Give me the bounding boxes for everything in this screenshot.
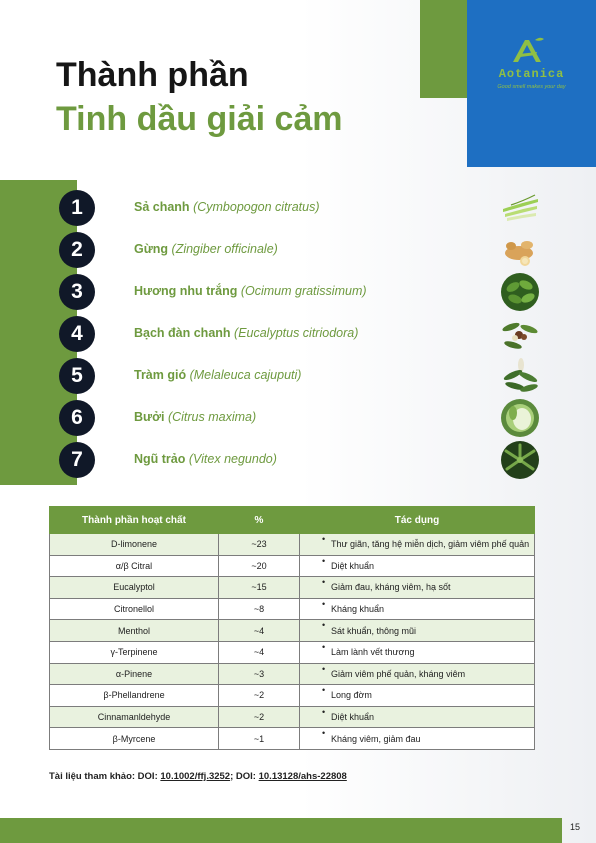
ingredient-number: 5 xyxy=(59,358,95,394)
logo-wordmark: Aotanica xyxy=(498,67,565,81)
ingredient-row xyxy=(59,232,549,268)
compound-cell: β-Phellandrene xyxy=(50,685,219,707)
ingredient-name: Gừng (Zingiber officinale) xyxy=(134,242,278,256)
compound-cell: Cinnamanldehyde xyxy=(50,706,219,728)
effect-cell: • Thư giãn, tăng hệ miễn dịch, giảm viêm phế quản xyxy=(300,534,535,556)
table-row xyxy=(50,598,535,620)
column-header-percent: % xyxy=(219,507,300,534)
brand-logo xyxy=(467,0,596,167)
ingredient-row xyxy=(59,274,549,310)
column-header-effect: Tác dụng xyxy=(300,507,535,534)
compound-cell: Citronellol xyxy=(50,598,219,620)
table-row xyxy=(50,620,535,642)
percent-cell: ~3 xyxy=(219,663,300,685)
ingredient-name: Bưởi (Citrus maxima) xyxy=(134,410,257,424)
percent-cell: ~4 xyxy=(219,620,300,642)
ingredient-row xyxy=(59,358,549,394)
percent-cell: ~1 xyxy=(219,728,300,750)
footer-bar xyxy=(0,818,562,843)
percent-cell: ~2 xyxy=(219,706,300,728)
table-row xyxy=(50,685,535,707)
ginger-icon xyxy=(501,231,539,269)
table-row xyxy=(50,663,535,685)
effect-cell: • Diệt khuẩn xyxy=(300,555,535,577)
table-row xyxy=(50,728,535,750)
eucalyptus-icon xyxy=(501,315,539,353)
table-row xyxy=(50,534,535,556)
ingredient-row xyxy=(59,316,549,352)
ingredient-name: Hương nhu trắng (Ocimum gratissimum) xyxy=(134,284,367,298)
logo-a-icon xyxy=(507,36,547,64)
ingredient-row xyxy=(59,400,549,436)
doi-link[interactable]: 10.1002/ffj.3252 xyxy=(160,771,231,782)
ingredient-row xyxy=(59,442,549,478)
effect-cell: • Giảm viêm phế quản, kháng viêm xyxy=(300,663,535,685)
ingredient-name: Ngũ trảo (Vitex negundo) xyxy=(134,452,277,466)
compound-cell: Eucalyptol xyxy=(50,577,219,599)
active-compounds-table xyxy=(49,506,535,750)
percent-cell: ~8 xyxy=(219,598,300,620)
page-number: 15 xyxy=(570,822,581,832)
ingredient-number: 7 xyxy=(59,442,95,478)
compound-cell: α-Pinene xyxy=(50,663,219,685)
cajeput-icon xyxy=(501,357,539,395)
decorative-green-block xyxy=(420,0,468,98)
ingredient-number: 3 xyxy=(59,274,95,310)
effect-cell: • Giảm đau, kháng viêm, hạ sốt xyxy=(300,577,535,599)
effect-cell: • Diệt khuẩn xyxy=(300,706,535,728)
pomelo-icon xyxy=(501,399,539,437)
ingredient-number: 6 xyxy=(59,400,95,436)
table-row xyxy=(50,706,535,728)
effect-cell: • Kháng viêm, giảm đau xyxy=(300,728,535,750)
lemongrass-icon xyxy=(501,189,539,227)
compound-cell: α/β Citral xyxy=(50,555,219,577)
table-row xyxy=(50,577,535,599)
effect-cell: • Sát khuẩn, thông mũi xyxy=(300,620,535,642)
percent-cell: ~20 xyxy=(219,555,300,577)
reference-note: Tài liệu tham khảo: DOI: 10.1002/ffj.3252; DOI: 10.13128/ahs-22808 xyxy=(49,771,347,782)
percent-cell: ~4 xyxy=(219,641,300,663)
ingredient-number: 1 xyxy=(59,190,95,226)
effect-cell: • Long đờm xyxy=(300,685,535,707)
percent-cell: ~15 xyxy=(219,577,300,599)
table-row xyxy=(50,555,535,577)
vitex-icon xyxy=(501,441,539,479)
percent-cell: ~2 xyxy=(219,685,300,707)
compound-cell: Menthol xyxy=(50,620,219,642)
compound-cell: β-Myrcene xyxy=(50,728,219,750)
percent-cell: ~23 xyxy=(219,534,300,556)
effect-cell: • Kháng khuẩn xyxy=(300,598,535,620)
column-header-compound: Thành phần hoạt chất xyxy=(50,507,219,534)
ingredient-number: 4 xyxy=(59,316,95,352)
ingredient-name: Bạch đàn chanh (Eucalyptus citriodora) xyxy=(134,326,359,340)
table-row xyxy=(50,641,535,663)
page-subtitle: Tinh dầu giải cảm xyxy=(56,100,343,138)
doi-link[interactable]: 10.13128/ahs-22808 xyxy=(258,771,347,782)
compound-cell: γ-Terpinene xyxy=(50,641,219,663)
ingredient-number: 2 xyxy=(59,232,95,268)
compound-cell: D-limonene xyxy=(50,534,219,556)
basil-leaf-icon xyxy=(501,273,539,311)
table-header-row xyxy=(50,507,535,534)
ingredient-name: Sả chanh (Cymbopogon citratus) xyxy=(134,200,320,214)
ingredient-name: Tràm gió (Melaleuca cajuputi) xyxy=(134,368,302,382)
page-title: Thành phần xyxy=(56,56,249,94)
logo-slogan: Good smell makes your day xyxy=(497,84,566,90)
effect-cell: • Làm lành vết thương xyxy=(300,641,535,663)
ingredient-row xyxy=(59,190,549,226)
